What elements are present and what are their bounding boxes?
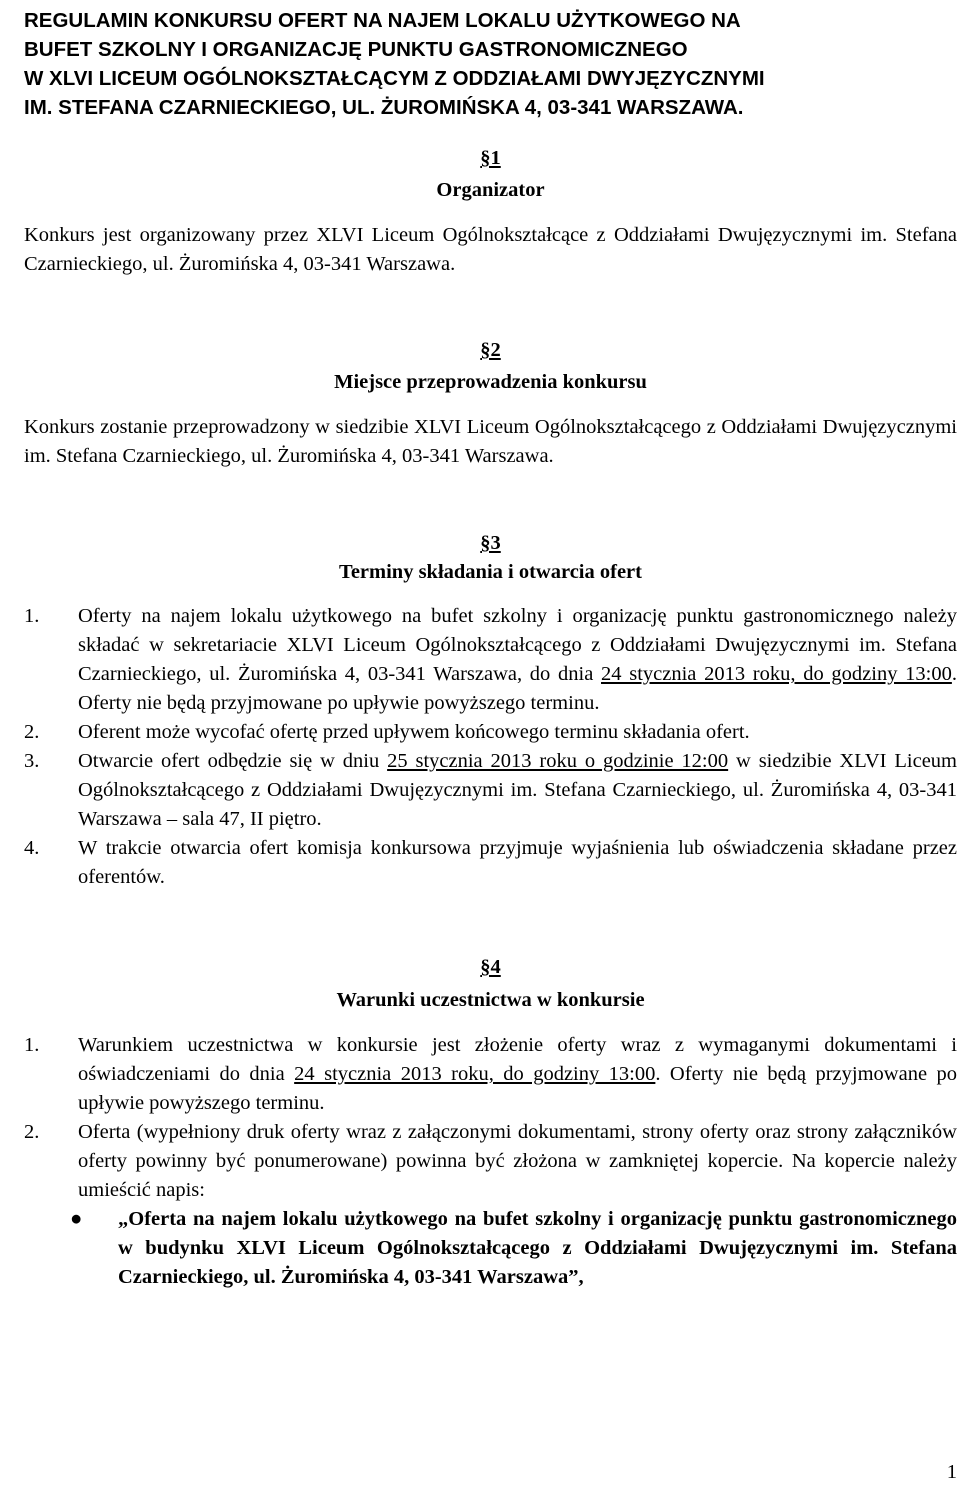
section-2	[24, 336, 957, 471]
section-number: §3	[480, 532, 501, 554]
title-line: W XLVI LICEUM OGÓLNOKSZTAŁCĄCYM Z ODDZIAŁAMI DWYJĘZYCZNYMI	[24, 67, 765, 90]
bullet-list	[24, 1205, 957, 1292]
list-item: 2. Oferta (wypełniony druk oferty wraz z załączonymi dokumentami, strony oferty oraz strony załączników oferty powinny być ponumerowane) powinna być złożona w zamkniętej kopercie. Na kopercie należy umieścić napis:	[24, 1118, 957, 1205]
section-title: Miejsce przeprowadzenia konkursu	[334, 371, 647, 393]
bullet-icon: ●	[70, 1208, 83, 1230]
document-page	[24, 0, 957, 1292]
item-number: 4.	[24, 837, 40, 859]
list-item: 1. Oferty na najem lokalu użytkowego na bufet szkolny i organizację punktu gastronomicznego należy składać w sekretariacie XLVI Liceum Ogólnokształcącego z Oddziałami Dwujęzycznymi im. Stefana Czarnieckiego, ul. Żuromińska 4, 03-341 Warszawa, do dnia 24 stycznia 2013 roku, do godziny 13:00. Oferty nie będą przyjmowane po upływie powyższego terminu.	[24, 602, 957, 718]
list-item: 2. Oferent może wycofać ofertę przed upływem końcowego terminu składania ofert.	[24, 718, 957, 747]
section-3	[24, 529, 957, 892]
list-item: 3. Otwarcie ofert odbędzie się w dniu 25 stycznia 2013 roku o godzinie 12:00 w siedzibie XLVI Liceum Ogólnokształcącego z Oddziałami Dwujęzycznymi im. Stefana Czarnieckiego, ul. Żuromińska 4, 03-341 Warszawa – sala 47, II piętro.	[24, 747, 957, 834]
section-text: Konkurs jest organizowany przez XLVI Liceum Ogólnokształcące z Oddziałami Dwujęzycznymi im. Stefana Czarnieckiego, ul. Żuromińska 4, 03-341 Warszawa.	[24, 224, 957, 275]
section-number: §2	[480, 339, 501, 361]
list-item: 4. W trakcie otwarcia ofert komisja konkursowa przyjmuje wyjaśnienia lub oświadczenia składane przez oferentów.	[24, 834, 957, 892]
numbered-list	[24, 602, 957, 892]
title-line: IM. STEFANA CZARNIECKIEGO, UL. ŻUROMIŃSKA 4, 03-341 WARSZAWA.	[24, 96, 744, 119]
item-number: 1.	[24, 605, 40, 627]
page-number: 1	[946, 1461, 957, 1483]
opening-date: 25 stycznia 2013 roku o godzinie 12:00	[387, 750, 729, 772]
list-item: 1. Warunkiem uczestnictwa w konkursie jest złożenie oferty wraz z wymaganymi dokumentami i oświadczeniami do dnia 24 stycznia 2013 roku, do godziny 13:00. Oferty nie będą przyjmowane po upływie powyższego terminu.	[24, 1031, 957, 1118]
document-title	[24, 6, 957, 122]
section-number: §4	[480, 956, 501, 978]
deadline-date: 24 stycznia 2013 roku, do godziny 13:00	[294, 1063, 656, 1085]
item-number: 1.	[24, 1034, 40, 1056]
numbered-list	[24, 1031, 957, 1205]
item-number: 2.	[24, 721, 40, 743]
section-text: Konkurs zostanie przeprowadzony w siedzibie XLVI Liceum Ogólnokształcącego z Oddziałami Dwujęzycznymi im. Stefana Czarnieckiego, ul. Żuromińska 4, 03-341 Warszawa.	[24, 416, 957, 467]
title-line: REGULAMIN KONKURSU OFERT NA NAJEM LOKALU UŻYTKOWEGO NA	[24, 9, 741, 32]
section-title: Terminy składania i otwarcia ofert	[339, 561, 642, 583]
section-number: §1	[480, 147, 501, 169]
section-title: Warunki uczestnictwa w konkursie	[336, 989, 645, 1011]
deadline-date: 24 stycznia 2013 roku, do godziny 13:00	[601, 663, 952, 685]
section-title: Organizator	[436, 179, 545, 201]
section-1	[24, 144, 957, 279]
title-line: BUFET SZKOLNY I ORGANIZACJĘ PUNKTU GASTRONOMICZNEGO	[24, 38, 688, 61]
item-number: 3.	[24, 750, 40, 772]
item-number: 2.	[24, 1121, 40, 1143]
section-4	[24, 953, 957, 1292]
bullet-item: ● „Oferta na najem lokalu użytkowego na bufet szkolny i organizację punktu gastronomicznego w budynku XLVI Liceum Ogólnokształcącego z Oddziałami Dwujęzycznymi im. Stefana Czarnieckiego, ul. Żuromińska 4, 03-341 Warszawa”,	[24, 1205, 957, 1292]
